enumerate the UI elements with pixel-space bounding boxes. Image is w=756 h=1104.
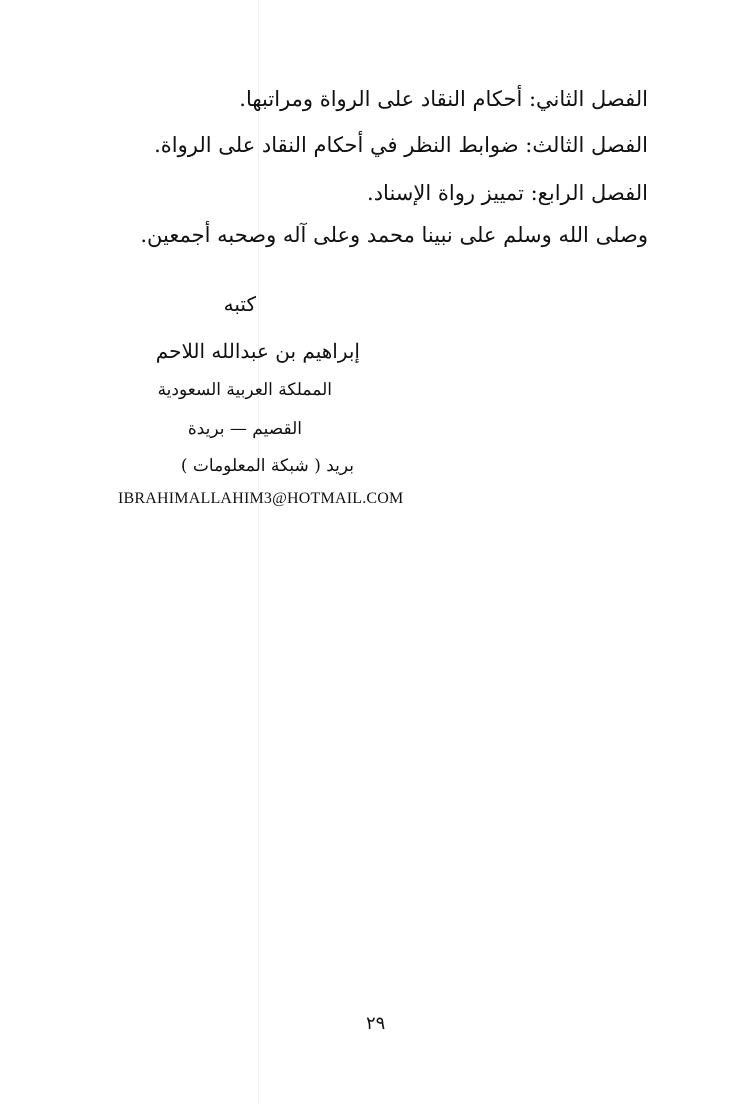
- author-name: إبراهيم بن عبدالله اللاحم: [155, 339, 360, 363]
- author-email: IBRAHIMALLAHIM3@HOTMAIL.COM: [118, 490, 404, 507]
- signature-wrote-by: كتبه: [223, 292, 256, 316]
- author-country: المملكة العربية السعودية: [157, 380, 332, 400]
- author-city: القصيم — بريدة: [187, 419, 302, 439]
- page-fold-line: [258, 0, 259, 1104]
- author-mail-label: بريد ( شبكة المعلومات ): [180, 456, 354, 476]
- page-number: ٢٩: [366, 1013, 386, 1034]
- closing-prayer-line: وصلى الله وسلم على نبينا محمد وعلى آله وصحبه أجمعين.: [140, 223, 648, 247]
- chapter-two-line: الفصل الثاني: أحكام النقاد على الرواة ومراتبها.: [239, 87, 648, 111]
- chapter-three-line: الفصل الثالث: ضوابط النظر في أحكام النقاد على الرواة.: [154, 133, 648, 157]
- chapter-four-line: الفصل الرابع: تمييز رواة الإسناد.: [367, 181, 648, 205]
